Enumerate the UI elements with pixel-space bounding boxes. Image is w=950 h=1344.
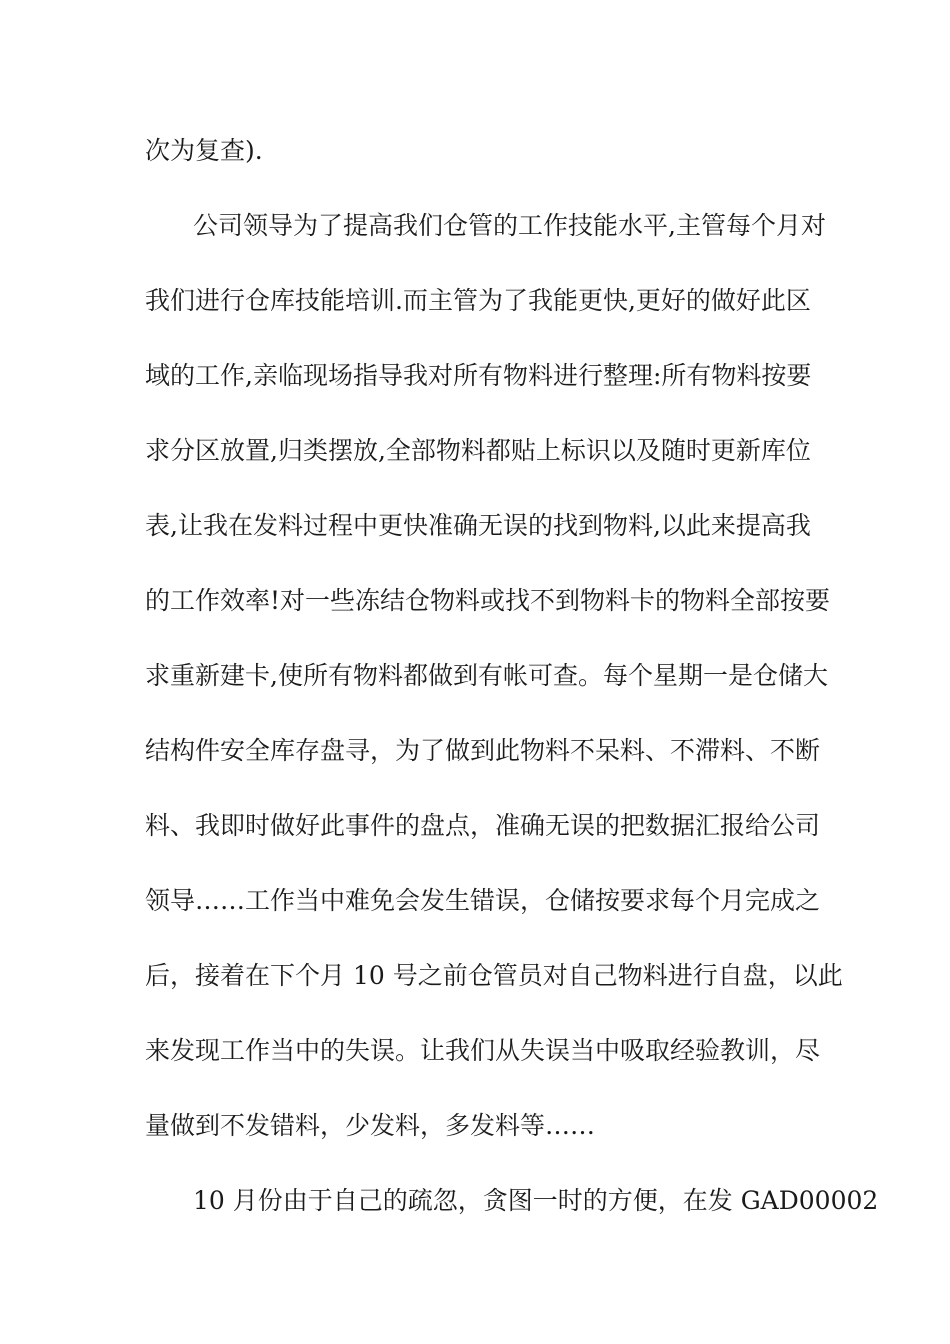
text-line: 求重新建卡,使所有物料都做到有帐可查。每个星期一是仓储大	[145, 661, 828, 690]
text-line: 来发现工作当中的失误。让我们从失误当中吸取经验教训，尽	[145, 1036, 821, 1065]
paragraph-start-line: 公司领导为了提高我们仓管的工作技能水平,主管每个月对	[193, 211, 826, 240]
text-line: 求分区放置,归类摆放,全部物料都贴上标识以及随时更新库位	[145, 436, 811, 465]
text-line: 的工作效率!对一些冻结仓物料或找不到物料卡的物料全部按要	[145, 586, 831, 615]
text-line: 后，接着在下个月 10 号之前仓管员对自己物料进行自盘，以此	[145, 961, 843, 990]
text-line: 料、我即时做好此事件的盘点，准确无误的把数据汇报给公司	[145, 811, 821, 840]
text-line: 量做到不发错料，少发料，多发料等……	[145, 1111, 596, 1140]
text-line: 表,让我在发料过程中更快准确无误的找到物料,以此来提高我	[145, 511, 811, 540]
paragraph-start-line: 10 月份由于自己的疏忽，贪图一时的方便，在发 GAD00002	[193, 1186, 879, 1215]
text-line: 我们进行仓库技能培训.而主管为了我能更快,更好的做好此区	[145, 286, 811, 315]
text-line: 结构件安全库存盘寻，为了做到此物料不呆料、不滞料、不断	[145, 736, 821, 765]
text-line: 域的工作,亲临现场指导我对所有物料进行整理:所有物料按要	[145, 361, 812, 390]
text-line: 领导……工作当中难免会发生错误，仓储按要求每个月完成之	[145, 886, 821, 915]
text-line: 次为复查).	[145, 136, 263, 165]
